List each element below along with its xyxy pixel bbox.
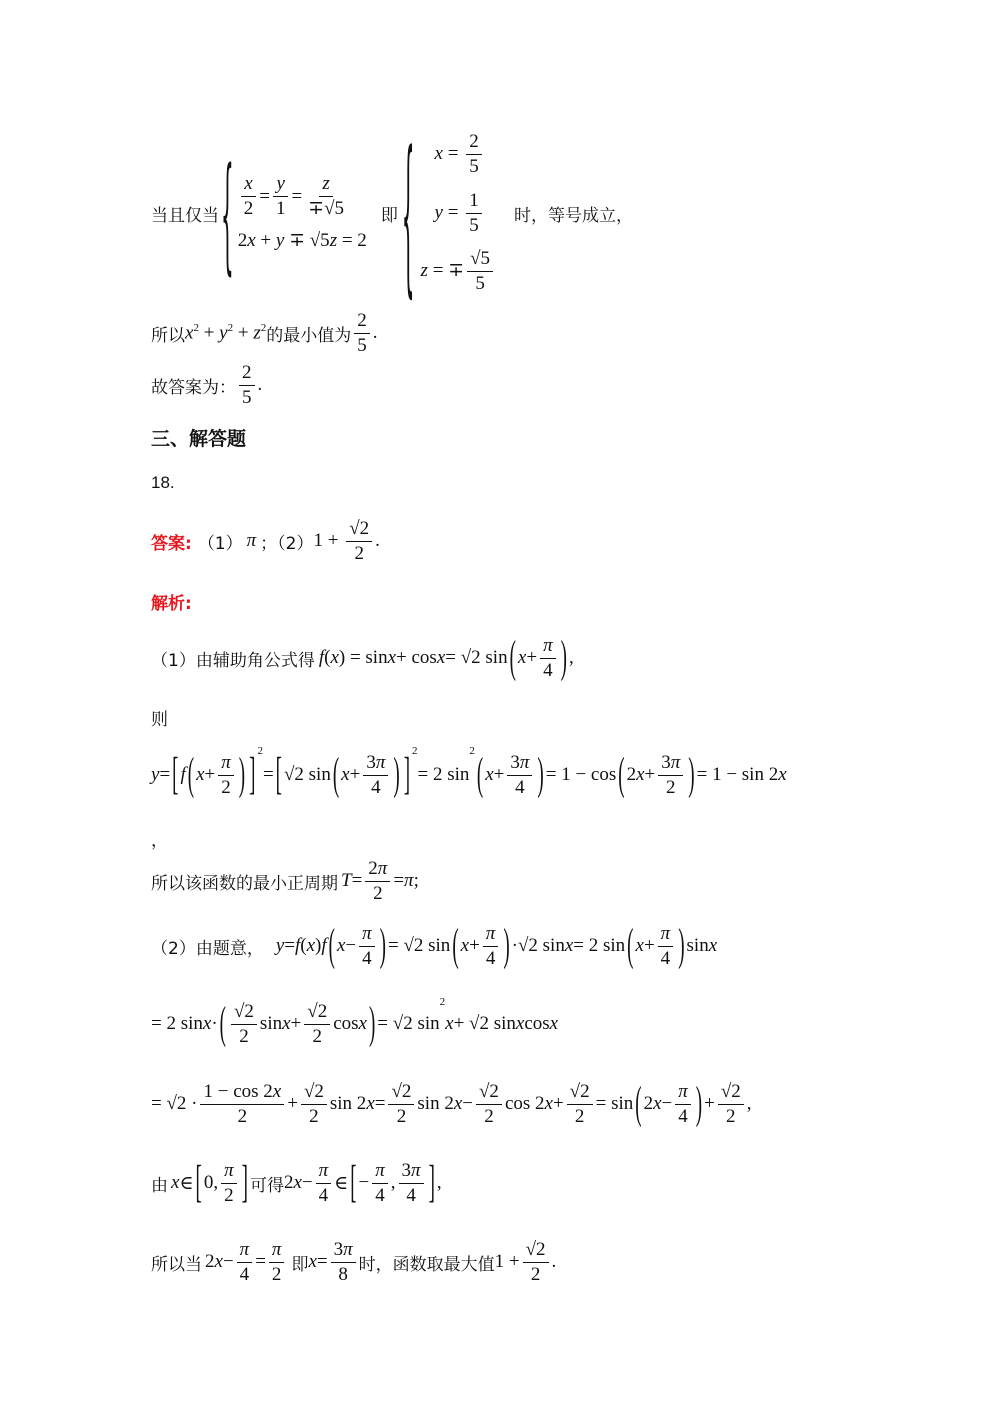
ze-line: 则 [151,709,168,730]
part2-line: （2）由题意， y = f ( x ) f ( x − $\frac{\pi}{4}$ ) = √2 sin ( x + $\frac{\pi}{4}$ ) ·√2 sin x = 2 sin ( x + $\frac{\pi}{4}$ ) sin x [151,920,718,972]
y-equation-line: y = [ f ( x + $\frac{\pi}{2}$ ) ] $^2$ = [ √2 sin ( x + $\frac{3\pi}{4}$ ) ] $^2$ = 2 sin 2 ( x + $\frac{3\pi}{4}$ ) = 1 − cos ( 2 x + $\frac{3\pi}{2}$ ) = 1 − sin 2 x [151,745,787,801]
text-final-pre: 所以当 [151,1254,202,1275]
text-final-post: 时，函数取最大值 [358,1254,495,1275]
simplify-line: = √2 · $\frac{1 - \cos 2x}{2}$ + $\frac{√2}{2}$ sin 2 x = $\frac{√2}{2}$ sin 2 x − $\frac{√2}{2}$ cos 2 x + $\frac{√2}{2}$ = sin ( 2 x − $\frac{\pi}{4}$ ) + $\frac{√2}{2}$ , [151,1078,752,1130]
answer-label: 答案: [151,533,192,554]
left-brace-icon: { [401,111,415,315]
expand-line: = 2 sin x · ( $\frac{√2}{2}$ sin x + $\frac{√2}{2}$ cos x ) = √2 sin $^2$ x + √2 sin x cos x [151,996,559,1050]
equality-condition-line [151,111,634,315]
answer-line: 答案: （1） π ；（2） 1 + $\frac{√2}{2}$ . [151,517,380,564]
final-line: 所以当 2 x − $\frac{\pi}{4}$ = $\frac{\pi}{2}$ 即 x = $\frac{3\pi}{8}$ 时，函数取最大值 1 + $\frac{√2}{2}$ . [151,1238,557,1285]
text-dangqie: 当且仅当 [151,205,219,226]
analysis-label: 解析: [151,593,192,614]
period-line: 所以该函数的最小正周期 T = $\frac{2\pi}{2}$ = π ; [151,857,419,904]
text-equality-holds: 时，等号成立， [514,205,634,226]
text-you: 由 [151,1175,168,1196]
text-ji: 即 [380,205,398,226]
system-2: { x = $\frac{2}{5}$ y = $\frac{1}{5}$ z = ∓ $\frac{√5}{5}$ [398,132,496,295]
range-line: 由 x ∈ [ 0, $\frac{\pi}{2}$ ] 可得 2 x − $\frac{\pi}{4}$ ∈ [ − $\frac{\pi}{4}$ , $\frac{3\pi}{4}$ ] , [151,1157,442,1209]
text-suoyi: 所以 [151,325,185,346]
answer-statement-line: 故答案为： $\frac{2}{5}$ . [151,361,263,408]
part2-lead: （2）由题意， [151,938,264,959]
answer-part1: （1） [197,533,243,554]
min-value-line: 所以 $x^2 + y^2 + z^2$ 的最小值为 $\frac{2}{5}$ . [151,309,378,356]
text-guda: 故答案为： [151,377,236,398]
text-final-ji: 即 [291,1254,309,1275]
question-number: 18. [151,473,175,492]
section-heading: 三、解答题 [151,427,247,450]
system-1: { $\frac{x}{2}$ = $\frac{y}{1}$ = $\frac{z}{\mp√5}$ 2x + y ∓ √5z = 2 [221,137,367,289]
part1-lead: （1）由辅助角公式得 [151,650,315,671]
answer-pi: π [246,530,257,551]
text-kede: 可得 [249,1175,284,1196]
left-brace-icon: { [221,137,234,289]
period-lead: 所以该函数的最小正周期 [151,873,338,894]
comma-line: ， [151,830,168,851]
text-min-value: 的最小值为 [266,325,352,346]
answer-sep: ；（2） [260,533,314,554]
part1-line: （1）由辅助角公式得 f ( x ) = sin x + cos x = √2 sin ( x + $\frac{\pi}{4}$ ) , [151,632,574,684]
